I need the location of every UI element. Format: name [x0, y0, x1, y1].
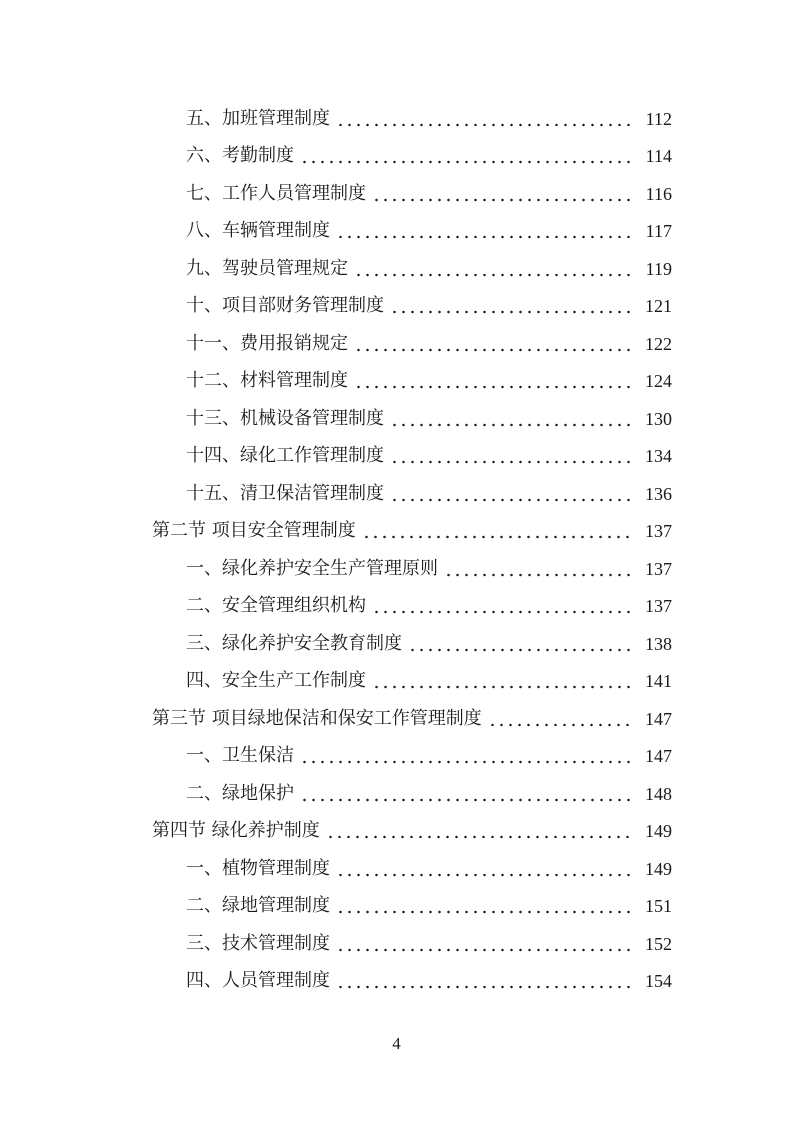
toc-entry-title: 十五、清卫保洁管理制度: [186, 482, 384, 504]
toc-entry-page: 134: [645, 446, 672, 467]
toc-dot-leader: [354, 260, 632, 278]
toc-entry-title: 五、加班管理制度: [186, 107, 330, 129]
toc-entry-title: 四、人员管理制度: [186, 970, 330, 992]
toc-entry-title: 十三、机械设备管理制度: [186, 407, 384, 429]
toc-dot-leader: [336, 110, 632, 128]
toc-entry-page: 149: [645, 821, 672, 842]
toc-entry-page: 114: [645, 146, 672, 167]
toc-entry[interactable]: [0, 213, 793, 251]
toc-dot-leader: [488, 710, 632, 728]
toc-entry-page: 148: [645, 783, 672, 804]
toc-dot-leader: [300, 147, 632, 165]
toc-entry-title: 第二节 项目安全管理制度: [152, 520, 356, 542]
toc-entry-title: 一、绿化养护安全生产管理原则: [186, 557, 438, 579]
toc-entry-page: 124: [645, 371, 672, 392]
toc-entry-page: 122: [645, 333, 672, 354]
toc-entry-page: 149: [645, 858, 672, 879]
toc-entry[interactable]: [0, 325, 793, 363]
toc-entry-page: 112: [645, 108, 672, 129]
toc-section-entry[interactable]: [0, 813, 793, 851]
toc-dot-leader: [390, 485, 632, 503]
toc-entry-page: 154: [645, 971, 672, 992]
toc-entry-page: 121: [645, 296, 672, 317]
toc-dot-leader: [300, 785, 632, 803]
toc-entry-title: 九、驾驶员管理规定: [186, 257, 348, 279]
toc-entry-title: 十一、费用报销规定: [186, 332, 348, 354]
toc-entry[interactable]: [0, 888, 793, 926]
toc-section-entry[interactable]: [0, 700, 793, 738]
toc-entry[interactable]: [0, 288, 793, 326]
toc-entry[interactable]: [0, 400, 793, 438]
toc-entry[interactable]: [0, 775, 793, 813]
toc-entry[interactable]: [0, 438, 793, 476]
toc-entry[interactable]: [0, 100, 793, 138]
toc-entry-page: 116: [645, 183, 672, 204]
toc-entry-title: 第三节 项目绿地保洁和保安工作管理制度: [152, 707, 482, 729]
toc-entry-page: 152: [645, 933, 672, 954]
toc-entry-title: 十四、绿化工作管理制度: [186, 445, 384, 467]
toc-dot-leader: [300, 747, 632, 765]
toc-dot-leader: [336, 935, 632, 953]
toc-entry-page: 130: [645, 408, 672, 429]
toc-dot-leader: [408, 635, 632, 653]
page-number: 4: [392, 1034, 401, 1053]
toc-entry-page: 136: [645, 483, 672, 504]
toc-entry-page: 151: [645, 896, 672, 917]
toc-entry-page: 119: [645, 258, 672, 279]
toc-entry[interactable]: [0, 475, 793, 513]
toc-entry-page: 147: [645, 708, 672, 729]
toc-dot-leader: [390, 447, 632, 465]
toc-entry[interactable]: [0, 738, 793, 776]
toc-entry-page: 138: [645, 633, 672, 654]
toc-dot-leader: [336, 860, 632, 878]
toc-entry[interactable]: [0, 175, 793, 213]
toc-entry-title: 二、绿地保护: [186, 782, 294, 804]
table-of-contents: [0, 100, 793, 1000]
toc-dot-leader: [354, 335, 632, 353]
toc-entry[interactable]: [0, 663, 793, 701]
toc-entry-title: 六、考勤制度: [186, 145, 294, 167]
toc-dot-leader: [390, 410, 632, 428]
toc-entry-title: 第四节 绿化养护制度: [152, 820, 320, 842]
toc-section-entry[interactable]: [0, 513, 793, 551]
toc-dot-leader: [354, 372, 632, 390]
toc-entry-page: 147: [645, 746, 672, 767]
toc-dot-leader: [372, 597, 632, 615]
toc-entry-title: 二、绿地管理制度: [186, 895, 330, 917]
toc-entry-title: 一、卫生保洁: [186, 745, 294, 767]
toc-entry[interactable]: [0, 963, 793, 1001]
toc-dot-leader: [444, 560, 632, 578]
toc-entry-page: 137: [645, 596, 672, 617]
toc-dot-leader: [362, 522, 632, 540]
toc-entry[interactable]: [0, 850, 793, 888]
toc-dot-leader: [372, 185, 632, 203]
toc-entry-title: 十、项目部财务管理制度: [186, 295, 384, 317]
toc-entry-page: 137: [645, 521, 672, 542]
toc-entry-title: 十二、材料管理制度: [186, 370, 348, 392]
toc-entry-title: 三、绿化养护安全教育制度: [186, 632, 402, 654]
toc-entry-title: 二、安全管理组织机构: [186, 595, 366, 617]
toc-dot-leader: [336, 972, 632, 990]
toc-dot-leader: [336, 897, 632, 915]
toc-entry-title: 一、植物管理制度: [186, 857, 330, 879]
toc-dot-leader: [390, 297, 632, 315]
toc-entry[interactable]: [0, 625, 793, 663]
toc-entry-page: 137: [645, 558, 672, 579]
toc-dot-leader: [372, 672, 632, 690]
toc-dot-leader: [336, 222, 632, 240]
toc-entry-page: 141: [645, 671, 672, 692]
toc-entry[interactable]: [0, 588, 793, 626]
toc-entry[interactable]: [0, 363, 793, 401]
toc-entry-title: 三、技术管理制度: [186, 932, 330, 954]
toc-entry[interactable]: [0, 250, 793, 288]
toc-entry[interactable]: [0, 925, 793, 963]
toc-entry-title: 八、车辆管理制度: [186, 220, 330, 242]
toc-entry-page: 117: [645, 221, 672, 242]
toc-entry-title: 七、工作人员管理制度: [186, 182, 366, 204]
toc-entry[interactable]: [0, 138, 793, 176]
toc-dot-leader: [326, 822, 632, 840]
toc-entry[interactable]: [0, 550, 793, 588]
toc-entry-title: 四、安全生产工作制度: [186, 670, 366, 692]
